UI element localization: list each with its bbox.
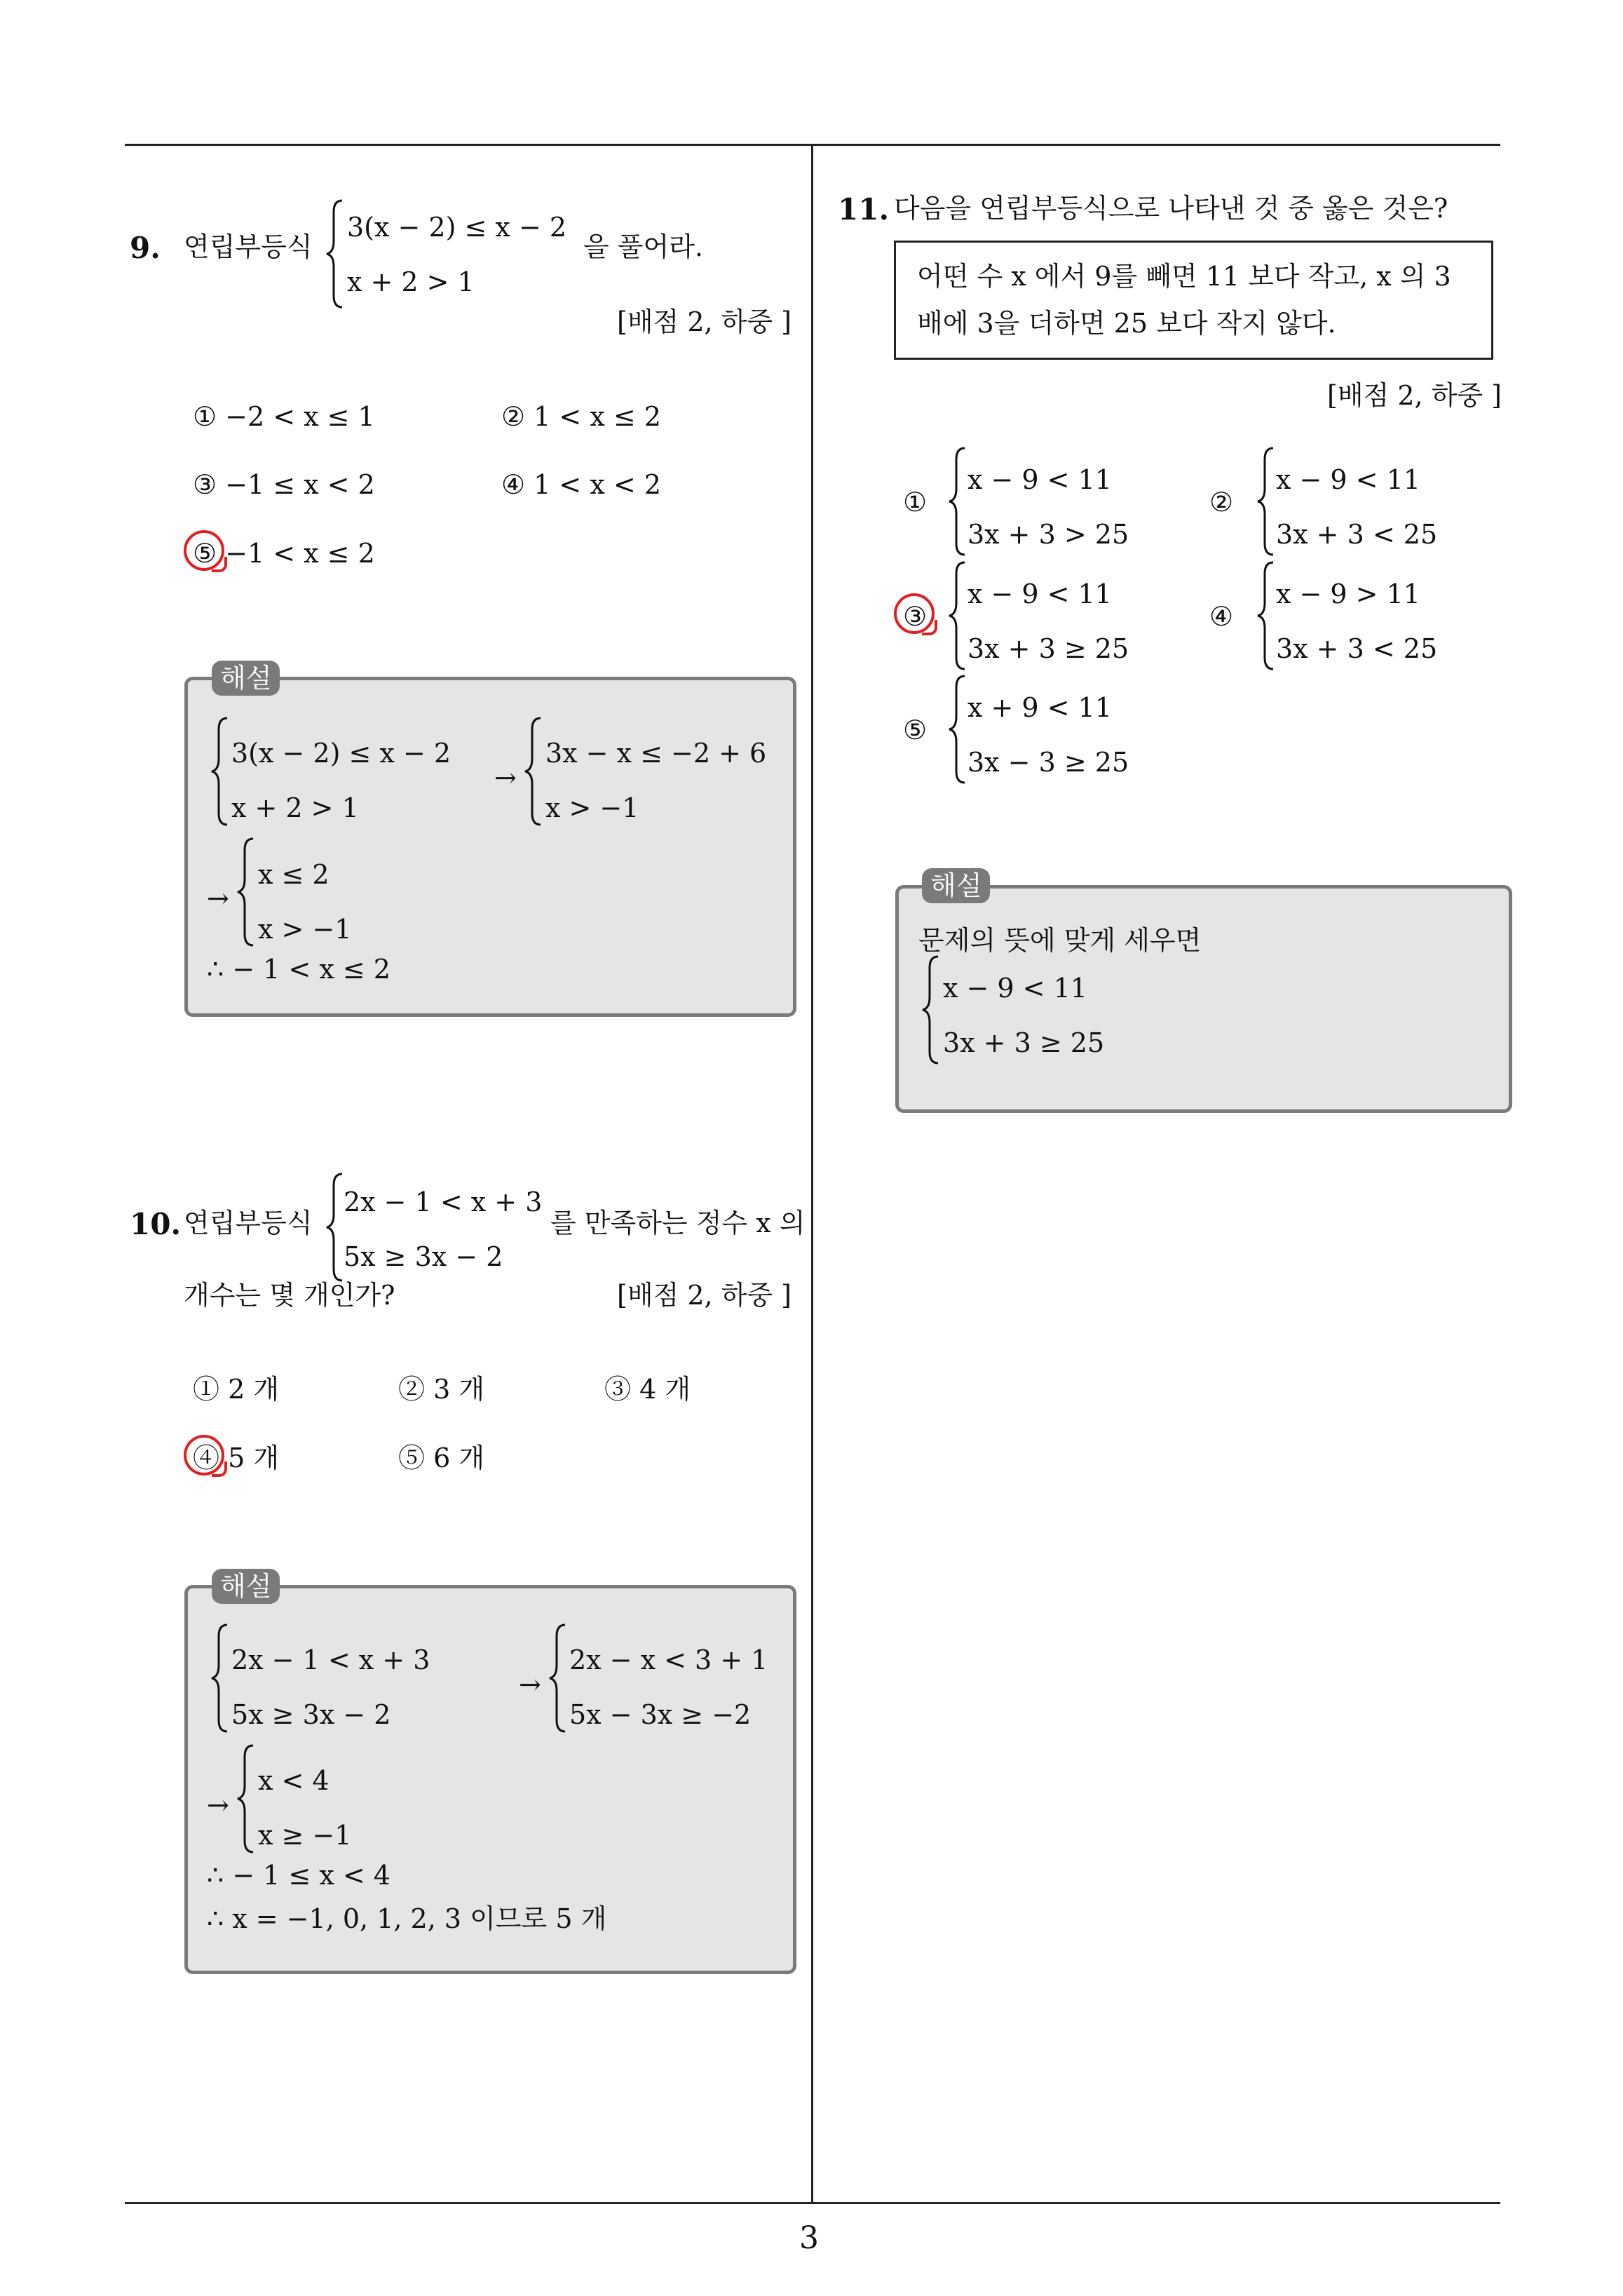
q11-choice-2-brace: [1255, 445, 1276, 558]
q11-sol-text: 문제의 뜻에 맞게 세우면: [918, 925, 1202, 956]
q10-sol-sys2-line1: 2x − x < 3 + 1: [569, 1645, 768, 1675]
q10-sol-brace-1: [209, 1622, 230, 1734]
q9-sol-final: ∴ − 1 < x ≤ 2: [207, 954, 391, 985]
q10-sol-final-2: ∴ x = −1, 0, 1, 2, 3 이므로 5 개: [207, 1903, 607, 1934]
bottom-rule: [125, 2202, 1500, 2204]
q9-sol-arrow-1: →: [494, 762, 517, 793]
q10-sol-arrow-2: →: [207, 1790, 229, 1821]
q11-choice-3-line1[interactable]: x − 9 < 11: [967, 579, 1112, 609]
q10-choice-3[interactable]: ③ 4 개: [604, 1374, 691, 1405]
page-number: 3: [799, 2220, 819, 2256]
q9-sol-brace-1: [209, 715, 230, 828]
q9-prefix: 연립부등식: [184, 231, 313, 262]
q10-choice-1[interactable]: ① 2 개: [193, 1374, 280, 1405]
q11-choice-4-line1[interactable]: x − 9 > 11: [1276, 579, 1420, 609]
q11-box-line1: 어떤 수 x 에서 9를 빼면 11 보다 작고, x 의 3: [917, 261, 1451, 292]
q10-sol-arrow-1: →: [519, 1669, 541, 1700]
q9-sol-sys3-line1: x ≤ 2: [258, 859, 330, 890]
q11-choice-1-line1[interactable]: x − 9 < 11: [967, 464, 1112, 495]
q11-choice-1-label[interactable]: ①: [903, 487, 928, 518]
q9-sol-sys2-line2: x > −1: [545, 792, 639, 823]
q9-number: 9.: [130, 231, 161, 265]
q10-line2: 개수는 몇 개인가?: [184, 1280, 395, 1311]
q10-choice-2[interactable]: ② 3 개: [398, 1374, 485, 1405]
q11-choice-4-brace: [1255, 560, 1276, 672]
q9-choice-2[interactable]: ② 1 < x ≤ 2: [501, 401, 661, 432]
q11-sol-sys-line2: 3x + 3 ≥ 25: [943, 1027, 1105, 1058]
q11-choice-3-label[interactable]: ③: [903, 601, 928, 632]
q9-choice-4[interactable]: ④ 1 < x < 2: [501, 469, 661, 500]
q10-suffix: 를 만족하는 정수 x 의: [550, 1208, 806, 1238]
q11-box-line2: 배에 3을 더하면 25 보다 작지 않다.: [917, 308, 1336, 339]
q10-prefix: 연립부등식: [184, 1208, 313, 1238]
q9-suffix: 을 풀어라.: [583, 231, 703, 262]
q11-choice-2-line1[interactable]: x − 9 < 11: [1276, 464, 1420, 495]
q10-choice-4[interactable]: ④ 5 개: [193, 1443, 280, 1473]
q11-choice-5-label[interactable]: ⑤: [903, 715, 928, 745]
q10-sol-final-1: ∴ − 1 ≤ x < 4: [207, 1860, 391, 1891]
q11-choice-4-label[interactable]: ④: [1209, 601, 1234, 632]
q11-choice-5-brace: [946, 673, 967, 785]
q11-choice-2-label[interactable]: ②: [1209, 487, 1234, 518]
q11-choice-4-line2[interactable]: 3x + 3 < 25: [1276, 633, 1438, 664]
q10-sol-brace-2: [547, 1622, 568, 1734]
q9-sol-sys2-line1: 3x − x ≤ −2 + 6: [545, 738, 767, 769]
q11-solution-tag: 해설: [922, 868, 990, 903]
q10-sol-sys1-line1: 2x − 1 < x + 3: [231, 1645, 430, 1675]
q11-choice-1-line2[interactable]: 3x + 3 > 25: [967, 519, 1129, 550]
q10-sol-brace-3: [235, 1743, 256, 1855]
q11-choice-1-brace: [946, 445, 967, 558]
q11-score: [배점 2, 하중 ]: [1327, 380, 1502, 411]
q11-choice-2-line2[interactable]: 3x + 3 < 25: [1276, 519, 1438, 550]
q10-sol-sys3-line2: x ≥ −1: [258, 1820, 352, 1851]
q9-sol-sys3-line2: x > −1: [258, 914, 352, 945]
q10-choice-5[interactable]: ⑤ 6 개: [398, 1443, 485, 1473]
q10-sol-sys3-line1: x < 4: [258, 1765, 330, 1796]
q10-brace: [324, 1171, 345, 1283]
q10-answer-mark: [184, 1435, 224, 1475]
q11-choice-3-brace: [946, 560, 967, 672]
q11-choice-5-line1[interactable]: x + 9 < 11: [967, 692, 1112, 723]
q11-question: 다음을 연립부등식으로 나타낸 것 중 옳은 것은?: [894, 193, 1448, 224]
q9-answer-mark: [184, 530, 224, 571]
q9-solution-tag: 해설: [212, 661, 280, 696]
q9-brace: [324, 198, 345, 310]
q10-solution-tag: 해설: [212, 1569, 280, 1604]
q9-sol-brace-3: [235, 836, 256, 948]
q10-sol-sys2-line2: 5x − 3x ≥ −2: [569, 1699, 752, 1730]
q11-sol-brace: [920, 954, 941, 1066]
column-divider: [811, 145, 813, 2203]
q11-number: 11.: [838, 192, 890, 227]
q11-problem-box: [894, 241, 1493, 360]
q9-score: [배점 2, 하중 ]: [617, 306, 792, 337]
q10-sys-line2: 5x ≥ 3x − 2: [344, 1241, 503, 1272]
q9-choice-3[interactable]: ③ −1 ≤ x < 2: [193, 469, 375, 500]
q10-number: 10.: [130, 1207, 182, 1241]
q11-choice-3-line2[interactable]: 3x + 3 ≥ 25: [967, 633, 1129, 664]
q10-sol-sys1-line2: 5x ≥ 3x − 2: [231, 1699, 391, 1730]
q10-score: [배점 2, 하중 ]: [617, 1280, 792, 1311]
q9-choice-1[interactable]: ① −2 < x ≤ 1: [193, 401, 375, 432]
q9-sol-brace-2: [522, 715, 543, 828]
q11-answer-mark: [894, 593, 935, 634]
q9-sys-line2: x + 2 > 1: [347, 266, 475, 297]
q10-sys-line1: 2x − 1 < x + 3: [344, 1187, 543, 1217]
q9-sol-arrow-2: →: [207, 883, 229, 914]
q9-sys-line1: 3(x − 2) ≤ x − 2: [347, 212, 567, 243]
q9-sol-sys1-line2: x + 2 > 1: [231, 792, 359, 823]
q9-choice-5[interactable]: ⑤ −1 < x ≤ 2: [193, 538, 375, 569]
q9-sol-sys1-line1: 3(x − 2) ≤ x − 2: [231, 738, 451, 769]
q11-sol-sys-line1: x − 9 < 11: [943, 973, 1087, 1004]
q11-choice-5-line2[interactable]: 3x − 3 ≥ 25: [967, 747, 1129, 778]
